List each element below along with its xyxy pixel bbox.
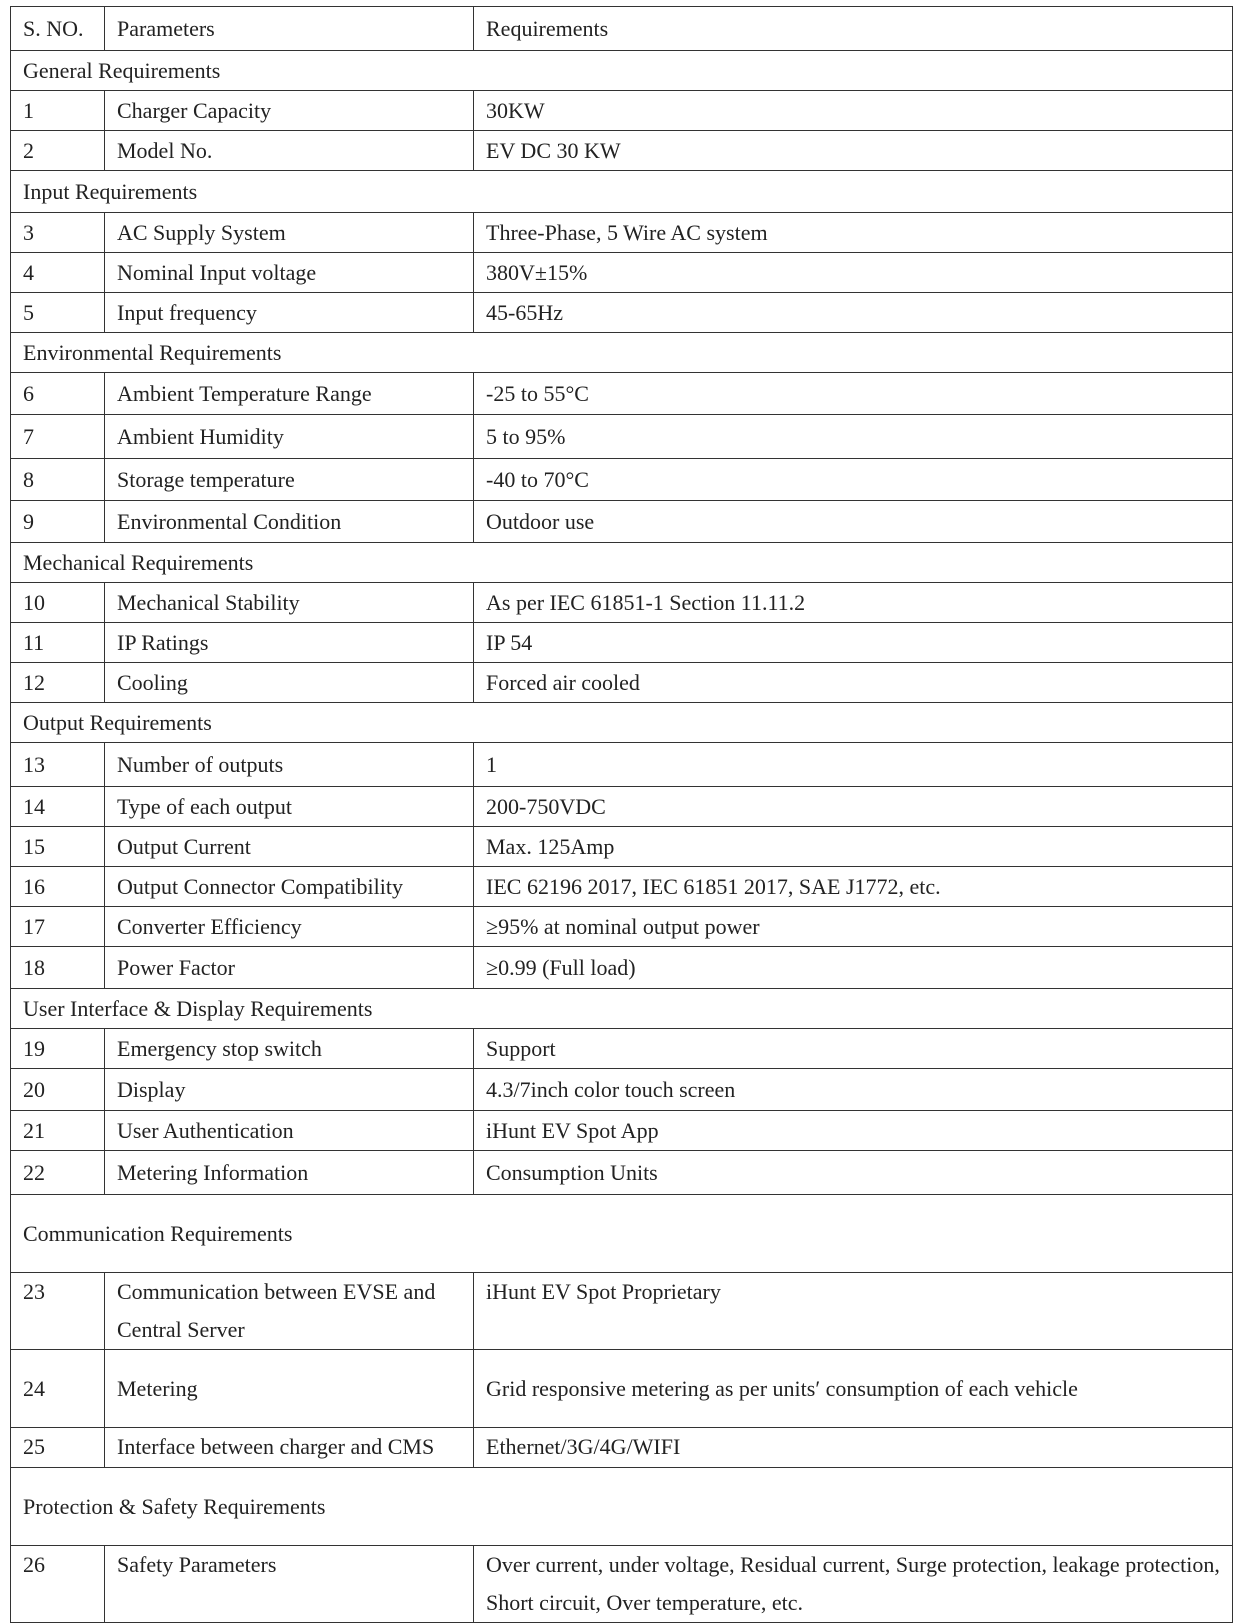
- table-row: [11, 91, 1233, 131]
- table-row: [11, 293, 1233, 333]
- serial-number-cell: 20: [11, 1069, 105, 1111]
- parameter-cell: Communication between EVSE and Central Server: [105, 1273, 474, 1350]
- section-row: [11, 703, 1233, 743]
- parameter-cell: Output Current: [105, 827, 474, 867]
- parameter-cell: Storage temperature: [105, 459, 474, 501]
- serial-number-cell: 26: [11, 1546, 105, 1623]
- header-parameters: Parameters: [105, 7, 474, 51]
- serial-number-cell: 22: [11, 1151, 105, 1195]
- requirement-cell: IEC 62196 2017, IEC 61851 2017, SAE J1772, etc.: [474, 867, 1233, 907]
- serial-number-cell: 11: [11, 623, 105, 663]
- requirement-cell: -25 to 55°C: [474, 373, 1233, 415]
- specification-table-body: [11, 7, 1233, 1623]
- serial-number-cell: 13: [11, 743, 105, 787]
- requirement-cell: 30KW: [474, 91, 1233, 131]
- serial-number-cell: 9: [11, 501, 105, 543]
- table-row: [11, 1111, 1233, 1151]
- parameter-cell: Input frequency: [105, 293, 474, 333]
- serial-number-cell: 15: [11, 827, 105, 867]
- section-title: Output Requirements: [11, 703, 1233, 743]
- requirement-cell: -40 to 70°C: [474, 459, 1233, 501]
- requirement-cell: As per IEC 61851-1 Section 11.11.2: [474, 583, 1233, 623]
- table-row: [11, 947, 1233, 989]
- parameter-cell: Metering Information: [105, 1151, 474, 1195]
- section-title: Environmental Requirements: [11, 333, 1233, 373]
- serial-number-cell: 1: [11, 91, 105, 131]
- section-title: Protection & Safety Requirements: [11, 1468, 1233, 1546]
- section-row: [11, 51, 1233, 91]
- section-title: User Interface & Display Requirements: [11, 989, 1233, 1029]
- serial-number-cell: 19: [11, 1029, 105, 1069]
- parameter-cell: Environmental Condition: [105, 501, 474, 543]
- requirement-cell: 380V±15%: [474, 253, 1233, 293]
- requirement-cell: Outdoor use: [474, 501, 1233, 543]
- parameter-cell: Number of outputs: [105, 743, 474, 787]
- parameter-cell: Display: [105, 1069, 474, 1111]
- section-title: General Requirements: [11, 51, 1233, 91]
- serial-number-cell: 10: [11, 583, 105, 623]
- requirement-cell: Over current, under voltage, Residual current, Surge protection, leakage protection, Short circuit, Over temperature, etc.: [474, 1546, 1233, 1623]
- requirement-cell: iHunt EV Spot App: [474, 1111, 1233, 1151]
- table-row: [11, 213, 1233, 253]
- parameter-cell: Ambient Humidity: [105, 415, 474, 459]
- serial-number-cell: 7: [11, 415, 105, 459]
- table-row: [11, 743, 1233, 787]
- table-row: [11, 583, 1233, 623]
- parameter-cell: User Authentication: [105, 1111, 474, 1151]
- requirement-cell: Three-Phase, 5 Wire AC system: [474, 213, 1233, 253]
- parameter-cell: Output Connector Compatibility: [105, 867, 474, 907]
- serial-number-cell: 5: [11, 293, 105, 333]
- parameter-cell: Charger Capacity: [105, 91, 474, 131]
- requirement-cell: 5 to 95%: [474, 415, 1233, 459]
- section-title: Mechanical Requirements: [11, 543, 1233, 583]
- table-row: [11, 459, 1233, 501]
- header-sno: S. NO.: [11, 7, 105, 51]
- requirement-cell: EV DC 30 KW: [474, 131, 1233, 171]
- requirement-cell: ≥0.99 (Full load): [474, 947, 1233, 989]
- table-row: [11, 787, 1233, 827]
- serial-number-cell: 16: [11, 867, 105, 907]
- serial-number-cell: 2: [11, 131, 105, 171]
- table-row: [11, 1273, 1233, 1350]
- serial-number-cell: 17: [11, 907, 105, 947]
- serial-number-cell: 14: [11, 787, 105, 827]
- parameter-cell: Interface between charger and CMS: [105, 1428, 474, 1468]
- parameter-cell: Model No.: [105, 131, 474, 171]
- serial-number-cell: 4: [11, 253, 105, 293]
- table-row: [11, 907, 1233, 947]
- table-row: [11, 1428, 1233, 1468]
- requirement-cell: Consumption Units: [474, 1151, 1233, 1195]
- section-row: [11, 1468, 1233, 1546]
- table-row: [11, 415, 1233, 459]
- parameter-cell: Converter Efficiency: [105, 907, 474, 947]
- serial-number-cell: 23: [11, 1273, 105, 1350]
- section-row: [11, 543, 1233, 583]
- section-row: [11, 333, 1233, 373]
- requirement-cell: Forced air cooled: [474, 663, 1233, 703]
- table-row: [11, 253, 1233, 293]
- serial-number-cell: 18: [11, 947, 105, 989]
- serial-number-cell: 21: [11, 1111, 105, 1151]
- parameter-cell: AC Supply System: [105, 213, 474, 253]
- section-title: Input Requirements: [11, 171, 1233, 213]
- parameter-cell: Nominal Input voltage: [105, 253, 474, 293]
- parameter-cell: Metering: [105, 1350, 474, 1428]
- section-row: [11, 989, 1233, 1029]
- requirement-cell: Ethernet/3G/4G/WIFI: [474, 1428, 1233, 1468]
- table-row: [11, 827, 1233, 867]
- requirement-cell: iHunt EV Spot Proprietary: [474, 1273, 1233, 1350]
- serial-number-cell: 25: [11, 1428, 105, 1468]
- parameter-cell: Power Factor: [105, 947, 474, 989]
- table-row: [11, 1029, 1233, 1069]
- serial-number-cell: 8: [11, 459, 105, 501]
- table-row: [11, 663, 1233, 703]
- table-row: [11, 867, 1233, 907]
- table-row: [11, 501, 1233, 543]
- serial-number-cell: 3: [11, 213, 105, 253]
- requirement-cell: Grid responsive metering as per units′ consumption of each vehicle: [474, 1350, 1233, 1428]
- requirement-cell: Support: [474, 1029, 1233, 1069]
- parameter-cell: Cooling: [105, 663, 474, 703]
- serial-number-cell: 24: [11, 1350, 105, 1428]
- specification-table: [10, 6, 1233, 1623]
- table-row: [11, 1350, 1233, 1428]
- section-row: [11, 171, 1233, 213]
- table-row: [11, 373, 1233, 415]
- requirement-cell: ≥95% at nominal output power: [474, 907, 1233, 947]
- table-row: [11, 1151, 1233, 1195]
- parameter-cell: Ambient Temperature Range: [105, 373, 474, 415]
- parameter-cell: Emergency stop switch: [105, 1029, 474, 1069]
- table-row: [11, 1069, 1233, 1111]
- requirement-cell: 4.3/7inch color touch screen: [474, 1069, 1233, 1111]
- parameter-cell: Safety Parameters: [105, 1546, 474, 1623]
- requirement-cell: IP 54: [474, 623, 1233, 663]
- parameter-cell: Mechanical Stability: [105, 583, 474, 623]
- header-row: [11, 7, 1233, 51]
- parameter-cell: Type of each output: [105, 787, 474, 827]
- parameter-cell: IP Ratings: [105, 623, 474, 663]
- serial-number-cell: 6: [11, 373, 105, 415]
- serial-number-cell: 12: [11, 663, 105, 703]
- header-requirements: Requirements: [474, 7, 1233, 51]
- table-row: [11, 131, 1233, 171]
- table-row: [11, 1546, 1233, 1623]
- section-title: Communication Requirements: [11, 1195, 1233, 1273]
- section-row: [11, 1195, 1233, 1273]
- table-row: [11, 623, 1233, 663]
- requirement-cell: 200-750VDC: [474, 787, 1233, 827]
- requirement-cell: 1: [474, 743, 1233, 787]
- requirement-cell: 45-65Hz: [474, 293, 1233, 333]
- requirement-cell: Max. 125Amp: [474, 827, 1233, 867]
